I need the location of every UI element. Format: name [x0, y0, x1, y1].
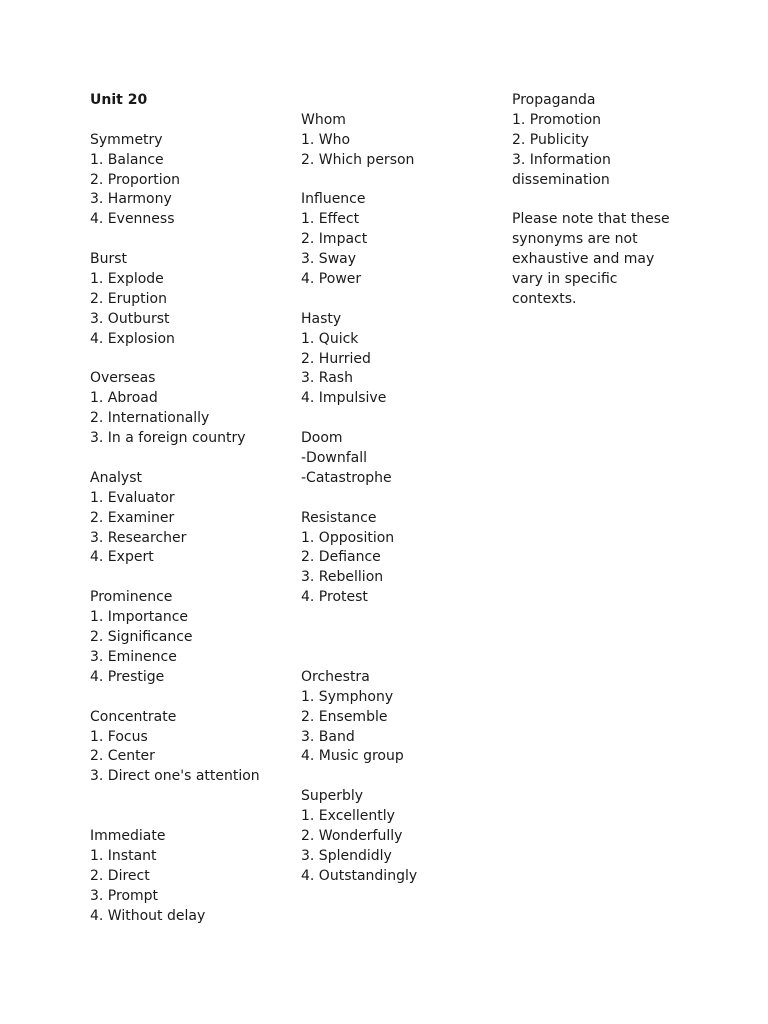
column-middle	[301, 91, 501, 887]
spacer	[301, 767, 501, 787]
word-heading: Superbly	[301, 788, 364, 805]
synonym-item: 2. Publicity	[512, 131, 589, 148]
spacer	[301, 608, 501, 628]
synonym-item: 2. Significance	[90, 629, 193, 646]
word-heading: Prominence	[90, 589, 173, 606]
synonym-item: 1. Focus	[90, 728, 148, 745]
word-heading: Overseas	[90, 370, 156, 387]
spacer	[301, 489, 501, 509]
synonym-item: 1. Excellently	[301, 808, 395, 825]
word-heading: Symmetry	[90, 131, 163, 148]
synonym-item: 3. Direct one's attention	[90, 768, 260, 785]
word-heading: exhaustive and may	[512, 251, 655, 268]
synonym-item: 2. Internationally	[90, 410, 210, 427]
spacer	[90, 449, 290, 469]
synonym-item: 1. Evaluator	[90, 489, 175, 506]
synonym-item: 3. Researcher	[90, 529, 187, 546]
synonym-item: 3. Rebellion	[301, 569, 384, 586]
synonym-item: 4. Power	[301, 271, 362, 288]
synonym-item: 1. Quick	[301, 330, 359, 347]
column-right	[512, 91, 682, 310]
synonym-item: 3. Prompt	[90, 887, 159, 904]
synonym-item: 4. Protest	[301, 589, 368, 606]
synonym-item: 1. Effect	[301, 211, 360, 228]
synonym-item: 2. Proportion	[90, 171, 181, 188]
synonym-item: 1. Instant	[90, 847, 157, 864]
synonym-item: 3. Rash	[301, 370, 353, 387]
word-heading: Please note that these	[512, 211, 670, 228]
synonym-item: 3. Splendidly	[301, 847, 392, 864]
synonym-item: 2. Wonderfully	[301, 827, 403, 844]
synonym-item: 3. Harmony	[90, 191, 172, 208]
synonym-item: 2. Impact	[301, 231, 368, 248]
word-heading: Resistance	[301, 509, 377, 526]
synonym-item: -Catastrophe	[301, 469, 392, 486]
word-heading: Doom	[301, 430, 343, 447]
word-heading: synonyms are not	[512, 231, 638, 248]
spacer	[90, 568, 290, 588]
synonym-item: 1. Promotion	[512, 111, 602, 128]
synonym-item: 2. Which person	[301, 151, 415, 168]
synonym-item: 1. Symphony	[301, 688, 394, 705]
synonym-item: 1. Explode	[90, 271, 164, 288]
spacer	[512, 190, 682, 210]
word-heading: Concentrate	[90, 708, 177, 725]
synonym-item: 3. Sway	[301, 251, 357, 268]
word-heading: Influence	[301, 191, 366, 208]
spacer	[90, 230, 290, 250]
spacer	[90, 688, 290, 708]
word-heading: Burst	[90, 251, 128, 268]
spacer	[90, 350, 290, 370]
synonym-item: 4. Expert	[90, 549, 154, 566]
synonym-item: 3. Information	[512, 151, 611, 168]
word-heading: Orchestra	[301, 668, 370, 685]
spacer	[90, 111, 290, 131]
synonym-item: 1. Importance	[90, 609, 189, 626]
spacer	[301, 171, 501, 191]
spacer	[90, 807, 290, 827]
word-heading: Immediate	[90, 827, 166, 844]
word-heading: dissemination	[512, 171, 610, 188]
word-heading: Hasty	[301, 310, 342, 327]
unit-title: Unit 20	[90, 92, 148, 108]
synonym-item: 4. Music group	[301, 748, 404, 765]
word-heading: contexts.	[512, 290, 577, 307]
synonym-item: 2. Direct	[90, 867, 150, 884]
spacer	[301, 290, 501, 310]
synonym-item: 4. Outstandingly	[301, 867, 418, 884]
synonym-item: 2. Center	[90, 748, 155, 765]
spacer	[301, 409, 501, 429]
word-heading: vary in specific	[512, 271, 618, 288]
synonym-item: 4. Impulsive	[301, 390, 387, 407]
synonym-item: 4. Prestige	[90, 668, 165, 685]
synonym-item: 1. Who	[301, 131, 351, 148]
synonym-item: 1. Abroad	[90, 390, 158, 407]
synonym-item: 4. Without delay	[90, 907, 206, 924]
spacer	[301, 91, 501, 111]
word-heading: Whom	[301, 111, 346, 128]
column-left	[90, 91, 290, 926]
word-heading: Propaganda	[512, 92, 596, 108]
synonym-item: 4. Evenness	[90, 211, 175, 228]
synonym-item: 3. Eminence	[90, 648, 177, 665]
synonym-item: 1. Balance	[90, 151, 164, 168]
synonym-item: 1. Opposition	[301, 529, 395, 546]
word-heading: Analyst	[90, 469, 142, 486]
synonym-item: 2. Ensemble	[301, 708, 388, 725]
synonym-item: 2. Defiance	[301, 549, 381, 566]
synonym-item: 2. Examiner	[90, 509, 175, 526]
spacer	[90, 787, 290, 807]
spacer	[301, 628, 501, 648]
synonym-item: -Downfall	[301, 450, 368, 467]
synonym-item: 3. Outburst	[90, 310, 170, 327]
synonym-item: 2. Hurried	[301, 350, 371, 367]
synonym-item: 2. Eruption	[90, 290, 167, 307]
synonym-item: 3. Band	[301, 728, 355, 745]
synonym-item: 4. Explosion	[90, 330, 175, 347]
spacer	[301, 648, 501, 668]
synonym-item: 3. In a foreign country	[90, 430, 246, 447]
